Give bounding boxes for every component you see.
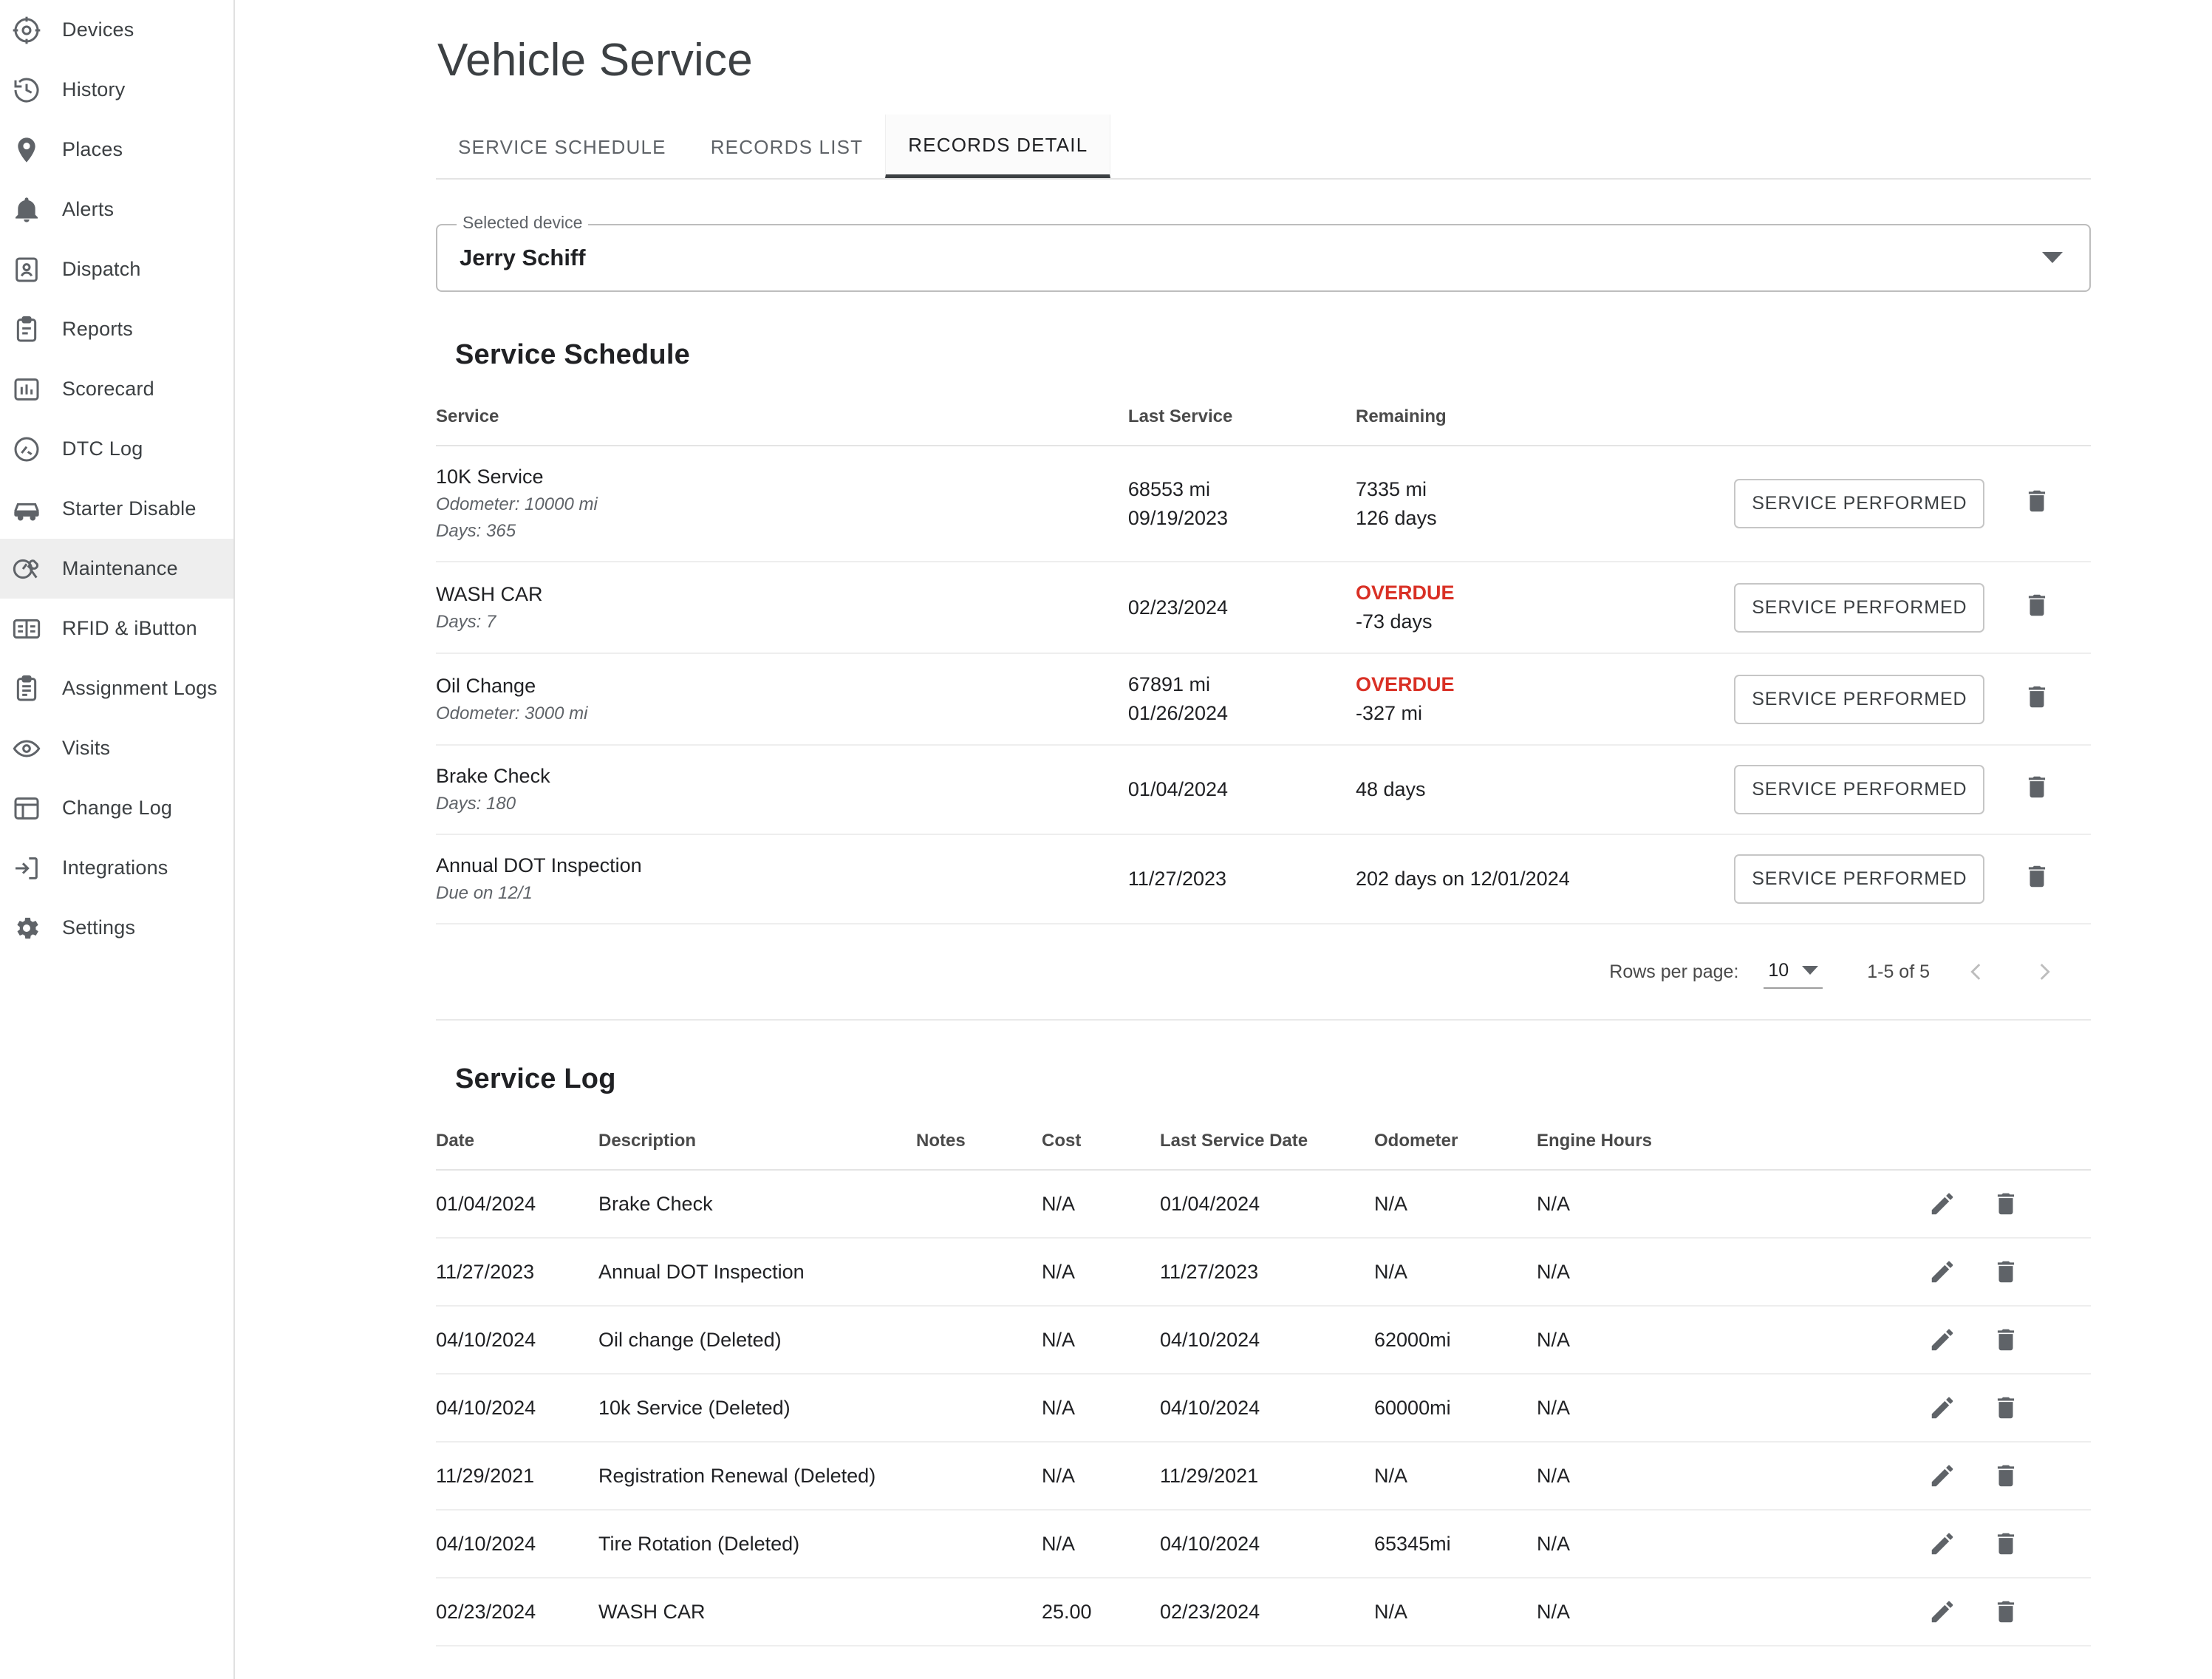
- remaining-cell: [1356, 653, 1734, 745]
- log-notes-cell: [916, 1306, 1042, 1374]
- gear-icon: [10, 912, 43, 944]
- service-log-table: [436, 1131, 2091, 1646]
- gauge-icon: [10, 433, 43, 466]
- log-last-service-date-cell: 11/29/2021: [1160, 1442, 1374, 1510]
- log-last-service-date-cell: 01/04/2024: [1160, 1170, 1374, 1238]
- selected-device-value: Jerry Schiff: [460, 245, 586, 270]
- selected-device-field[interactable]: [436, 213, 2091, 292]
- log-odometer-cell: N/A: [1374, 1578, 1537, 1646]
- id-card-icon: [10, 613, 43, 645]
- log-engine-hours-cell: N/A: [1537, 1374, 1781, 1442]
- service-schedule-header-row: [436, 406, 2091, 446]
- log-date-cell: 04/10/2024: [436, 1510, 598, 1578]
- last-service-value: 68553 mi: [1127, 477, 1210, 500]
- log-engine-hours-cell: N/A: [1537, 1442, 1781, 1510]
- remaining-cell: [1356, 745, 1734, 834]
- service-performed-button[interactable]: SERVICE PERFORMED: [1734, 675, 1984, 724]
- overdue-badge: OVERDUE: [1355, 582, 1455, 604]
- table-row: [436, 1578, 2091, 1646]
- next-page-button[interactable]: [2023, 950, 2066, 993]
- remaining-value: 48 days: [1355, 778, 1426, 800]
- log-odometer-cell: N/A: [1374, 1238, 1537, 1306]
- log-cost-cell: N/A: [1042, 1238, 1160, 1306]
- column-header-actions: [1781, 1131, 2091, 1170]
- log-last-service-date-cell: 04/10/2024: [1160, 1374, 1374, 1442]
- column-header: Odometer: [1374, 1131, 1537, 1170]
- remaining-value: 202 days on 12/01/2024: [1355, 868, 1570, 890]
- column-header: [1984, 406, 2091, 446]
- log-actions-cell: [1781, 1306, 2091, 1374]
- action-cell: [1734, 562, 1984, 653]
- bar-chart-icon: [10, 373, 43, 406]
- sidebar-item-label: Integrations: [62, 856, 168, 879]
- contact-card-icon: [10, 253, 43, 286]
- rows-per-page-select[interactable]: [1764, 956, 1823, 989]
- tab-service-schedule[interactable]: SERVICE SCHEDULE: [436, 115, 689, 178]
- sidebar-item-label: Maintenance: [62, 557, 178, 579]
- trash-icon[interactable]: [1992, 1258, 2020, 1286]
- sidebar-item-label: Alerts: [62, 198, 115, 220]
- sidebar-item-devices[interactable]: [0, 0, 233, 60]
- sidebar-item-maintenance[interactable]: [0, 539, 233, 599]
- bell-icon: [10, 194, 43, 226]
- log-cost-cell: N/A: [1042, 1306, 1160, 1374]
- rows-per-page-value: 10: [1768, 959, 1789, 981]
- last-service-value: 02/23/2024: [1127, 596, 1229, 619]
- log-cost-cell: N/A: [1042, 1442, 1160, 1510]
- service-name: Annual DOT Inspection: [436, 854, 642, 876]
- clipboard-icon: [10, 313, 43, 346]
- service-name: Brake Check: [436, 765, 550, 787]
- trash-icon[interactable]: [2023, 773, 2051, 801]
- pencil-icon[interactable]: [1928, 1462, 1956, 1490]
- service-subtext: Days: 7: [436, 611, 496, 632]
- trash-icon[interactable]: [1992, 1530, 2020, 1558]
- sidebar-item-starter-disable[interactable]: [0, 479, 233, 539]
- main-content: [235, 0, 2212, 1679]
- last-service-value: 11/27/2023: [1127, 868, 1227, 890]
- sidebar-item-reports[interactable]: [0, 299, 233, 359]
- service-log-header-row: [436, 1131, 2091, 1170]
- sidebar-item-label: DTC Log: [62, 437, 143, 460]
- log-cost-cell: N/A: [1042, 1374, 1160, 1442]
- log-date-cell: 11/27/2023: [436, 1238, 598, 1306]
- pencil-icon[interactable]: [1928, 1326, 1956, 1354]
- sidebar-item-label: Reports: [62, 318, 133, 340]
- service-name-cell: [436, 562, 1128, 653]
- table-row: [436, 1306, 2091, 1374]
- wrench-gauge-icon: [10, 553, 43, 585]
- trash-icon[interactable]: [1992, 1190, 2020, 1218]
- trash-icon[interactable]: [1992, 1598, 2020, 1626]
- log-engine-hours-cell: N/A: [1537, 1170, 1781, 1238]
- sidebar-item-label: Visits: [62, 737, 111, 759]
- log-description-cell: Annual DOT Inspection: [598, 1238, 916, 1306]
- map-pin-icon: [10, 134, 43, 166]
- service-log-heading: Service Log: [455, 1063, 616, 1094]
- log-last-service-date-cell: 04/10/2024: [1160, 1510, 1374, 1578]
- table-row: [436, 1442, 2091, 1510]
- log-date-cell: 02/23/2024: [436, 1578, 598, 1646]
- log-actions-cell: [1781, 1238, 2091, 1306]
- log-notes-cell: [916, 1510, 1042, 1578]
- service-subtext: Odometer: 3000 mi: [436, 703, 588, 723]
- trash-icon[interactable]: [2023, 683, 2051, 711]
- column-header: Date: [436, 1131, 598, 1170]
- sidebar-item-label: Settings: [62, 916, 136, 939]
- log-description-cell: Registration Renewal (Deleted): [598, 1442, 916, 1510]
- log-cost-cell: N/A: [1042, 1170, 1160, 1238]
- column-header: Cost: [1042, 1131, 1160, 1170]
- service-schedule-heading: Service Schedule: [455, 339, 690, 370]
- action-cell: [1734, 446, 1984, 562]
- log-description-cell: 10k Service (Deleted): [598, 1374, 916, 1442]
- last-service-value: 09/19/2023: [1127, 506, 1229, 529]
- table-row: [436, 653, 2091, 745]
- chevron-down-icon: [1802, 966, 1818, 975]
- log-notes-cell: [916, 1238, 1042, 1306]
- pencil-icon[interactable]: [1928, 1394, 1956, 1422]
- clipboard-list-icon: [10, 672, 43, 705]
- delete-cell: [1984, 834, 2091, 924]
- sidebar-item-alerts[interactable]: [0, 180, 233, 239]
- pencil-icon[interactable]: [1928, 1598, 1956, 1626]
- log-odometer-cell: N/A: [1374, 1442, 1537, 1510]
- last-service-cell: [1128, 745, 1356, 834]
- car-block-icon: [10, 493, 43, 525]
- selected-device-label: Selected device: [457, 213, 588, 233]
- sidebar-item-change-log[interactable]: [0, 778, 233, 838]
- target-icon: [10, 14, 43, 47]
- log-actions-cell: [1781, 1374, 2091, 1442]
- remaining-cell: [1356, 446, 1734, 562]
- trash-icon[interactable]: [2023, 591, 2051, 619]
- sidebar-item-dtc-log[interactable]: [0, 419, 233, 479]
- service-subtext: Days: 365: [436, 521, 516, 541]
- table-row: [436, 1170, 2091, 1238]
- table-row: [436, 562, 2091, 653]
- page-title: Vehicle Service: [437, 35, 753, 86]
- table-row: [436, 745, 2091, 834]
- service-performed-button[interactable]: SERVICE PERFORMED: [1734, 479, 1984, 528]
- table-row: [436, 1374, 2091, 1442]
- overdue-badge: OVERDUE: [1355, 673, 1455, 695]
- service-name: WASH CAR: [436, 582, 543, 605]
- pencil-icon[interactable]: [1928, 1258, 1956, 1286]
- column-header: Remaining: [1356, 406, 1734, 446]
- history-icon: [10, 74, 43, 106]
- delete-cell: [1984, 562, 2091, 653]
- trash-icon[interactable]: [2023, 862, 2051, 890]
- service-name-cell: [436, 745, 1128, 834]
- log-engine-hours-cell: N/A: [1537, 1238, 1781, 1306]
- sidebar-item-label: Change Log: [62, 797, 173, 819]
- sidebar-item-label: Dispatch: [62, 258, 141, 280]
- last-service-cell: [1128, 834, 1356, 924]
- sidebar-item-places[interactable]: [0, 120, 233, 180]
- remaining-value: 126 days: [1355, 506, 1437, 529]
- remaining-cell: [1356, 562, 1734, 653]
- column-header: [1734, 406, 1984, 446]
- remaining-cell: [1356, 834, 1734, 924]
- log-odometer-cell: 65345mi: [1374, 1510, 1537, 1578]
- service-performed-button[interactable]: SERVICE PERFORMED: [1734, 765, 1984, 814]
- service-subtext: Due on 12/1: [436, 883, 533, 903]
- sidebar-item-label: Places: [62, 138, 123, 160]
- column-header: Last Service Date: [1160, 1131, 1374, 1170]
- pagination-range: 1-5 of 5: [1867, 961, 1930, 982]
- log-last-service-date-cell: 04/10/2024: [1160, 1306, 1374, 1374]
- service-subtext: Days: 180: [436, 794, 516, 814]
- column-header: Engine Hours: [1537, 1131, 1781, 1170]
- table-row: [436, 1510, 2091, 1578]
- tab-records-list[interactable]: RECORDS LIST: [689, 115, 886, 178]
- log-odometer-cell: 60000mi: [1374, 1374, 1537, 1442]
- log-actions-cell: [1781, 1510, 2091, 1578]
- arrow-in-box-icon: [10, 852, 43, 885]
- log-engine-hours-cell: N/A: [1537, 1306, 1781, 1374]
- service-subtext: Odometer: 10000 mi: [436, 494, 598, 514]
- log-description-cell: WASH CAR: [598, 1578, 916, 1646]
- log-actions-cell: [1781, 1442, 2091, 1510]
- sidebar-item-integrations[interactable]: [0, 838, 233, 898]
- log-engine-hours-cell: N/A: [1537, 1510, 1781, 1578]
- log-description-cell: Brake Check: [598, 1170, 916, 1238]
- log-cost-cell: 25.00: [1042, 1578, 1160, 1646]
- column-header: Description: [598, 1131, 916, 1170]
- log-icon: [10, 792, 43, 825]
- log-date-cell: 04/10/2024: [436, 1306, 598, 1374]
- service-performed-button[interactable]: SERVICE PERFORMED: [1734, 583, 1984, 633]
- log-notes-cell: [916, 1578, 1042, 1646]
- log-date-cell: 01/04/2024: [436, 1170, 598, 1238]
- sidebar-item-label: Starter Disable: [62, 497, 197, 520]
- log-actions-cell: [1781, 1170, 2091, 1238]
- column-header: Service: [436, 406, 1128, 446]
- last-service-cell: [1128, 446, 1356, 562]
- action-cell: [1734, 653, 1984, 745]
- trash-icon[interactable]: [1992, 1394, 2020, 1422]
- remaining-value: -73 days: [1355, 610, 1433, 633]
- column-header: Last Service: [1128, 406, 1356, 446]
- service-schedule-table: [436, 406, 2091, 924]
- log-last-service-date-cell: 02/23/2024: [1160, 1578, 1374, 1646]
- log-notes-cell: [916, 1442, 1042, 1510]
- service-name-cell: [436, 446, 1128, 562]
- sidebar-item-label: History: [62, 78, 126, 101]
- log-actions-cell: [1781, 1578, 2091, 1646]
- table-row: [436, 834, 2091, 924]
- action-cell: [1734, 834, 1984, 924]
- sidebar-item-visits[interactable]: [0, 718, 233, 778]
- tab-bar: [436, 115, 2091, 180]
- pencil-icon[interactable]: [1928, 1190, 1956, 1218]
- sidebar-item-scorecard[interactable]: [0, 359, 233, 419]
- log-engine-hours-cell: N/A: [1537, 1578, 1781, 1646]
- log-last-service-date-cell: 11/27/2023: [1160, 1238, 1374, 1306]
- remaining-value: -327 mi: [1355, 702, 1423, 724]
- trash-icon[interactable]: [1992, 1326, 2020, 1354]
- last-service-value: 67891 mi: [1127, 673, 1210, 695]
- trash-icon[interactable]: [2023, 487, 2051, 515]
- delete-cell: [1984, 745, 2091, 834]
- last-service-cell: [1128, 562, 1356, 653]
- sidebar-item-rfid-ibutton[interactable]: [0, 599, 233, 658]
- log-notes-cell: [916, 1374, 1042, 1442]
- previous-page-button[interactable]: [1955, 950, 1998, 993]
- last-service-value: 01/26/2024: [1127, 702, 1229, 724]
- log-description-cell: Tire Rotation (Deleted): [598, 1510, 916, 1578]
- sidebar-item-assignment-logs[interactable]: [0, 658, 233, 718]
- rows-per-page-label: Rows per page:: [1609, 961, 1739, 982]
- sidebar-item-label: Scorecard: [62, 378, 154, 400]
- last-service-cell: [1128, 653, 1356, 745]
- service-schedule-pagination: [436, 924, 2091, 1021]
- table-row: [436, 1238, 2091, 1306]
- service-name: Oil Change: [436, 674, 536, 697]
- tab-records-detail[interactable]: RECORDS DETAIL: [885, 115, 1110, 178]
- sidebar-item-settings[interactable]: [0, 898, 233, 958]
- log-cost-cell: N/A: [1042, 1510, 1160, 1578]
- chevron-down-icon[interactable]: [2042, 252, 2063, 263]
- service-performed-button[interactable]: SERVICE PERFORMED: [1734, 854, 1984, 904]
- log-odometer-cell: N/A: [1374, 1170, 1537, 1238]
- sidebar-item-label: Devices: [62, 18, 134, 41]
- table-row: [436, 446, 2091, 562]
- log-date-cell: 04/10/2024: [436, 1374, 598, 1442]
- remaining-value: 7335 mi: [1355, 477, 1427, 500]
- service-name-cell: [436, 834, 1128, 924]
- delete-cell: [1984, 653, 2091, 745]
- delete-cell: [1984, 446, 2091, 562]
- sidebar-item-history[interactable]: [0, 60, 233, 120]
- column-header: Notes: [916, 1131, 1042, 1170]
- last-service-value: 01/04/2024: [1127, 778, 1229, 800]
- action-cell: [1734, 745, 1984, 834]
- service-name-cell: [436, 653, 1128, 745]
- sidebar-item-dispatch[interactable]: [0, 239, 233, 299]
- log-date-cell: 11/29/2021: [436, 1442, 598, 1510]
- sidebar-item-label: Assignment Logs: [62, 677, 218, 699]
- sidebar-item-label: RFID & iButton: [62, 617, 197, 639]
- log-description-cell: Oil change (Deleted): [598, 1306, 916, 1374]
- log-notes-cell: [916, 1170, 1042, 1238]
- pencil-icon[interactable]: [1928, 1530, 1956, 1558]
- eye-icon: [10, 732, 43, 765]
- sidebar: [0, 0, 235, 1679]
- log-odometer-cell: 62000mi: [1374, 1306, 1537, 1374]
- service-name: 10K Service: [436, 466, 544, 488]
- trash-icon[interactable]: [1992, 1462, 2020, 1490]
